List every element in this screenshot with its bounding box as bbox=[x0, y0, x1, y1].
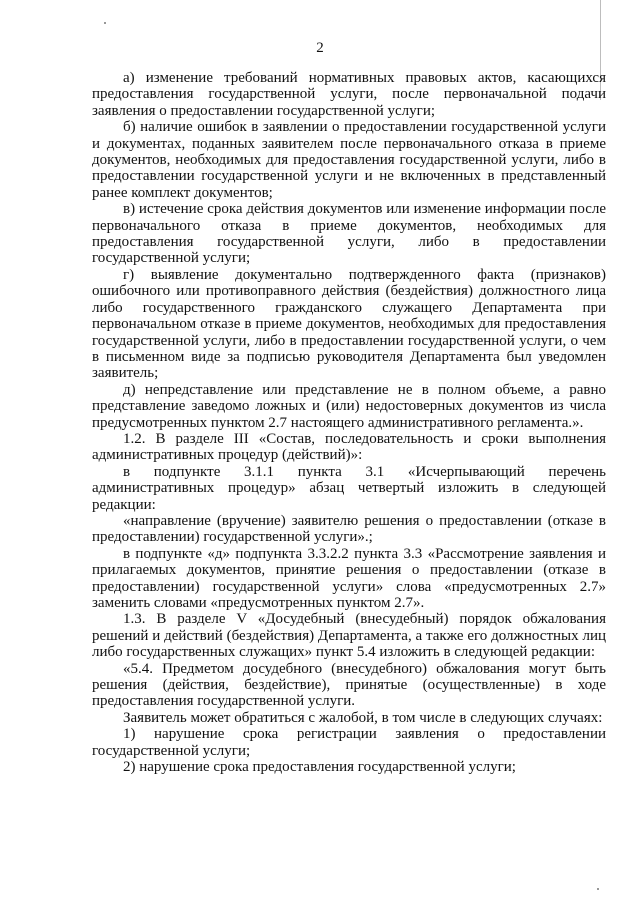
paragraph-subpoint-3-1-1: в подпункте 3.1.1 пункта 3.1 «Исчерпывающий перечень административных процедур» абзац четвертый изложить в следующей редакции: bbox=[92, 463, 606, 513]
page-number: 2 bbox=[316, 40, 324, 56]
paragraph-5-4: «5.4. Предметом досудебного (внесудебного) обжалования могут быть решения (действия, бездействие), принятые (осуществленные) в ходе предоставления государственной услуги. bbox=[92, 660, 606, 710]
scan-speck bbox=[597, 888, 599, 890]
scan-speck bbox=[104, 22, 106, 24]
paragraph-a: а) изменение требований нормативных правовых актов, касающихся предоставления государственной услуги, после первоначальной подачи заявления о предоставлении государственной услуги; bbox=[92, 70, 606, 119]
paragraph-quote-delivery: «направление (вручение) заявителю решения о предоставлении (отказе в предоставлении) государственной услуги».; bbox=[92, 512, 606, 546]
paragraph-subpoint-3-3-2-2: в подпункте «д» подпункта 3.3.2.2 пункта 3.3 «Рассмотрение заявления и прилагаемых документов, принятие решения о предоставлении (отказе в предоставлении) государственной услуги» слова «предусмотренных 2.7» заменить словами «предусмотренных пунктом 2.7». bbox=[92, 545, 606, 611]
paragraph-applicant-complaint: Заявитель может обратиться с жалобой, в том числе в следующих случаях: bbox=[123, 709, 603, 726]
paragraph-1-3: 1.3. В разделе V «Досудебный (внесудебный) порядок обжалования решений и действий (бездействия) Департамента, а также его должностных лиц либо государственных служащих» пункт 5.4 изложить в следующей редакции: bbox=[92, 611, 606, 661]
paragraph-v: в) истечение срока действия документов или изменение информации после первоначального отказа в приеме документов, необходимых для предоставления государственной услуги, либо в предоставлении государственной услуги; bbox=[92, 201, 606, 267]
paragraph-1-2: 1.2. В разделе III «Состав, последовательность и сроки выполнения административных процедур (действий)»: bbox=[92, 430, 606, 464]
paragraph-case-1: 1) нарушение срока регистрации заявления о предоставлении государственной услуги; bbox=[92, 726, 606, 759]
paragraph-g: г) выявление документально подтвержденного факта (признаков) ошибочного или противоправного действия (бездействия) должностного лица либо государственного гражданского служащего Департамента при первоначальном отказе в приеме документов, необходимых для предоставления государственной услуги, либо в предоставлении государственной услуги, о чем в письменном виде за подписью руководителя Департамента был уведомлен заявитель; bbox=[92, 266, 606, 382]
document-body bbox=[92, 70, 606, 775]
paragraph-case-2: 2) нарушение срока предоставления государственной услуги; bbox=[123, 759, 516, 776]
paragraph-b: б) наличие ошибок в заявлении о предоставлении государственной услуги и документах, поданных заявителем после первоначального отказа в приеме документов, необходимых для предоставления государственной услуги, либо в предоставлении государственной услуги и не включенных в представленный ранее комплект документов; bbox=[92, 119, 606, 201]
paragraph-d: д) непредставление или представление не в полном объеме, а равно представление заведомо ложных и (или) недостоверных документов из числа предусмотренных пунктом 2.7 настоящего административного регламента.». bbox=[92, 381, 606, 431]
